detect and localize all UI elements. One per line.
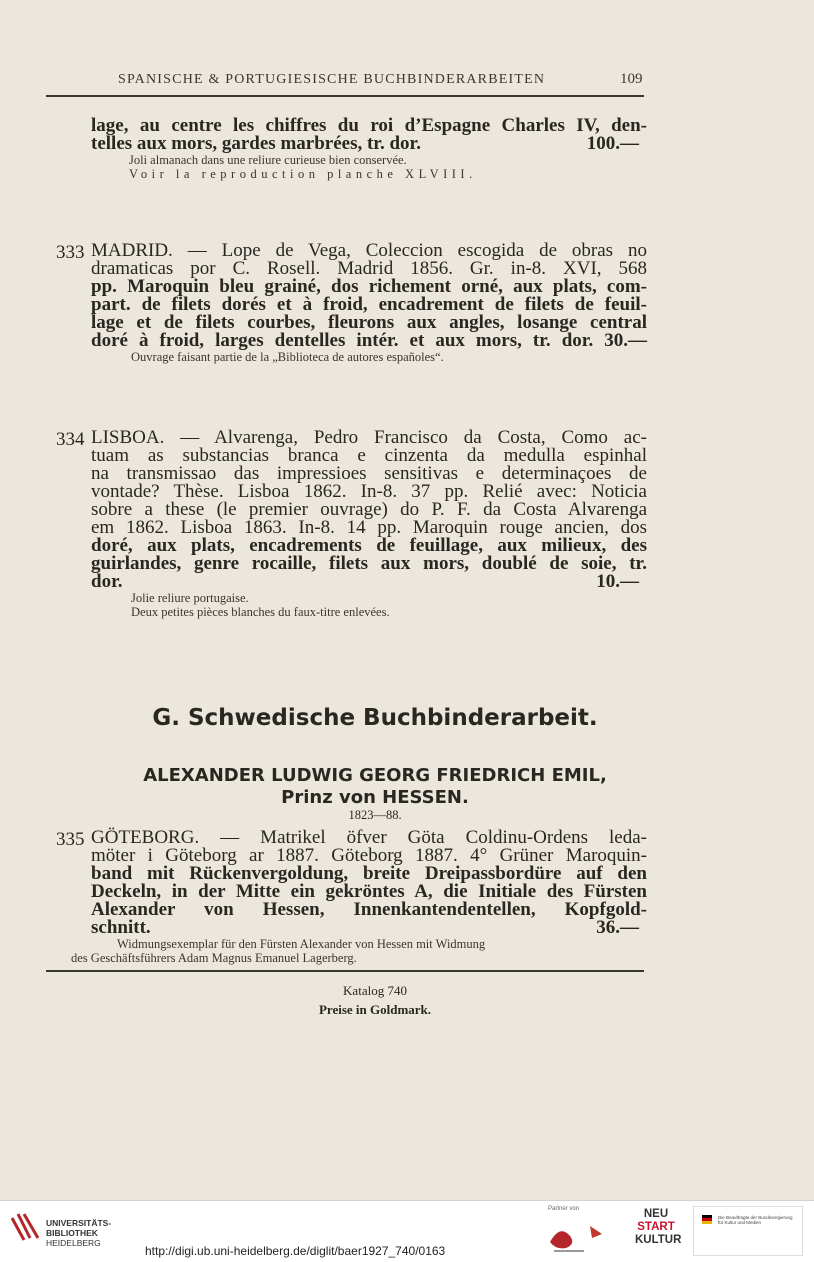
entry-333 xyxy=(56,240,647,364)
entry-line: tuam as substancias branca e cinzenta da medulla espinhal xyxy=(91,445,647,466)
entry-number: 334 xyxy=(56,429,85,450)
price: 36.— xyxy=(596,917,639,938)
logo-text: KULTUR xyxy=(635,1234,682,1246)
catalog-number: Katalog 740 xyxy=(343,983,407,998)
permalink[interactable]: http://digi.ub.uni-heidelberg.de/diglit/baer1927_740/0163 xyxy=(145,1244,446,1258)
bkm-line: Die Beauftragte der Bundesregierung xyxy=(718,1215,793,1220)
page-number: 109 xyxy=(620,71,643,87)
entry-line: sobre a these (le premier ouvrage) do P. F. da Costa Alvarenga xyxy=(91,499,647,520)
bkm-text xyxy=(718,1215,798,1225)
entry-line: MADRID. — Lope de Vega, Coleccion escogida de obras no xyxy=(91,240,647,261)
price: 10.— xyxy=(596,571,639,592)
price: 100.— xyxy=(586,133,639,154)
bkm-line: für Kultur und Medien xyxy=(718,1220,762,1225)
entry-line: dramaticas por C. Rosell. Madrid 1856. Gr. in-8. XVI, 568 xyxy=(91,258,647,279)
entry-note: Ouvrage faisant partie de la „Biblioteca de autores españoles“. xyxy=(131,350,444,364)
entry-text: dor. xyxy=(91,571,123,592)
entry-line: doré à froid, larges dentelles intér. et aux mors, tr. dor. 30.— xyxy=(91,330,647,351)
entry-line: GÖTEBORG. — Matrikel öfver Göta Coldinu-Ordens leda- xyxy=(91,827,647,848)
university-library-name xyxy=(46,1218,111,1248)
entry-note: Joli almanach dans une reliure curieuse bien conservée. xyxy=(129,153,407,167)
library-line: BIBLIOTHEK xyxy=(46,1228,98,1238)
entry-line: lage, au centre les chiffres du roi d’Espagne Charles IV, den- xyxy=(91,115,647,136)
entry-number: 335 xyxy=(56,829,85,850)
section-heading: G. Schwedische Buchbinderarbeit. xyxy=(152,705,598,731)
entry-text: schnitt. xyxy=(91,917,151,938)
bkm-logo[interactable] xyxy=(693,1206,803,1256)
entry-line xyxy=(91,573,647,591)
section-subheading: ALEXANDER LUDWIG GEORG FRIEDRICH EMIL, xyxy=(143,765,607,786)
entry-note: Voir la reproduction planche XLVIII. xyxy=(129,167,477,181)
entry-line xyxy=(91,135,647,153)
section-subheading: Prinz von HESSEN. xyxy=(281,787,469,808)
entry-line: doré, aux plats, encadrements de feuillage, aux milieux, des xyxy=(91,535,647,556)
entry-line: lage et de filets courbes, fleurons aux angles, losange central xyxy=(91,312,647,333)
running-title: SPANISCHE & PORTUGIESISCHE BUCHBINDERARBEITEN xyxy=(118,72,546,87)
entry-line: na transmissao das impressioes sensitivas e determinaçoes de xyxy=(91,463,647,484)
entry-note: des Geschäftsführers Adam Magnus Emanuel Lagerberg. xyxy=(71,951,357,965)
entry-line: part. de filets dorés et à froid, encadrement de filets de feuil- xyxy=(91,294,647,315)
entry-334 xyxy=(56,427,647,619)
entry-line: em 1862. Lisboa 1863. In-8. 14 pp. Maroquin rouge ancien, dos xyxy=(91,517,647,538)
entry-text: telles aux mors, gardes marbrées, tr. dor. xyxy=(91,133,421,154)
logo-text: START xyxy=(637,1221,675,1233)
prices-note: Preise in Goldmark. xyxy=(318,1002,432,1017)
entry-line xyxy=(91,919,647,937)
entry-line: vontade? Thèse. Lisboa 1862. In-8. 37 pp. Relié avec: Noticia xyxy=(91,481,647,502)
logo-text: NEU xyxy=(643,1208,669,1220)
entry-line: Alexander von Hessen, Innenkantendentellen, Kopfgold- xyxy=(91,899,647,920)
entry-line: pp. Maroquin bleu grainé, dos richement orné, aux plats, com- xyxy=(91,276,647,297)
library-line: UNIVERSITÄTS- xyxy=(46,1218,112,1228)
neustart-kultur-logo[interactable] xyxy=(635,1208,682,1250)
entry-number: 333 xyxy=(56,242,85,263)
entry-continued xyxy=(91,117,647,181)
entry-line: guirlandes, genre rocaille, filets aux mors, doublé de soie, tr. xyxy=(91,553,647,574)
footer-rule xyxy=(46,970,644,972)
university-library-logo[interactable] xyxy=(8,1210,42,1246)
entry-line: band mit Rückenvergoldung, breite Dreipassbordüre auf den xyxy=(91,863,647,884)
entry-note: Jolie reliure portugaise. xyxy=(131,591,249,605)
partner-label: Partner von xyxy=(548,1206,580,1212)
entry-line: möter i Göteborg ar 1887. Göteborg 1887. 4° Grüner Maroquin- xyxy=(91,845,647,866)
entry-335 xyxy=(56,827,647,965)
section-years: 1823—88. xyxy=(348,808,402,822)
partner-logos[interactable] xyxy=(546,1214,622,1256)
entry-note: Deux petites pièces blanches du faux-titre enlevées. xyxy=(131,605,390,619)
library-line: HEIDELBERG xyxy=(46,1238,101,1248)
entry-line: LISBOA. — Alvarenga, Pedro Francisco da Costa, Como ac- xyxy=(91,427,647,448)
entry-line: Deckeln, in der Mitte ein gekröntes A, die Initiale des Fürsten xyxy=(91,881,647,902)
header-rule xyxy=(46,95,644,97)
flag-stripe xyxy=(702,1221,712,1224)
entry-note: Widmungsexemplar für den Fürsten Alexander von Hessen mit Widmung xyxy=(117,937,486,951)
